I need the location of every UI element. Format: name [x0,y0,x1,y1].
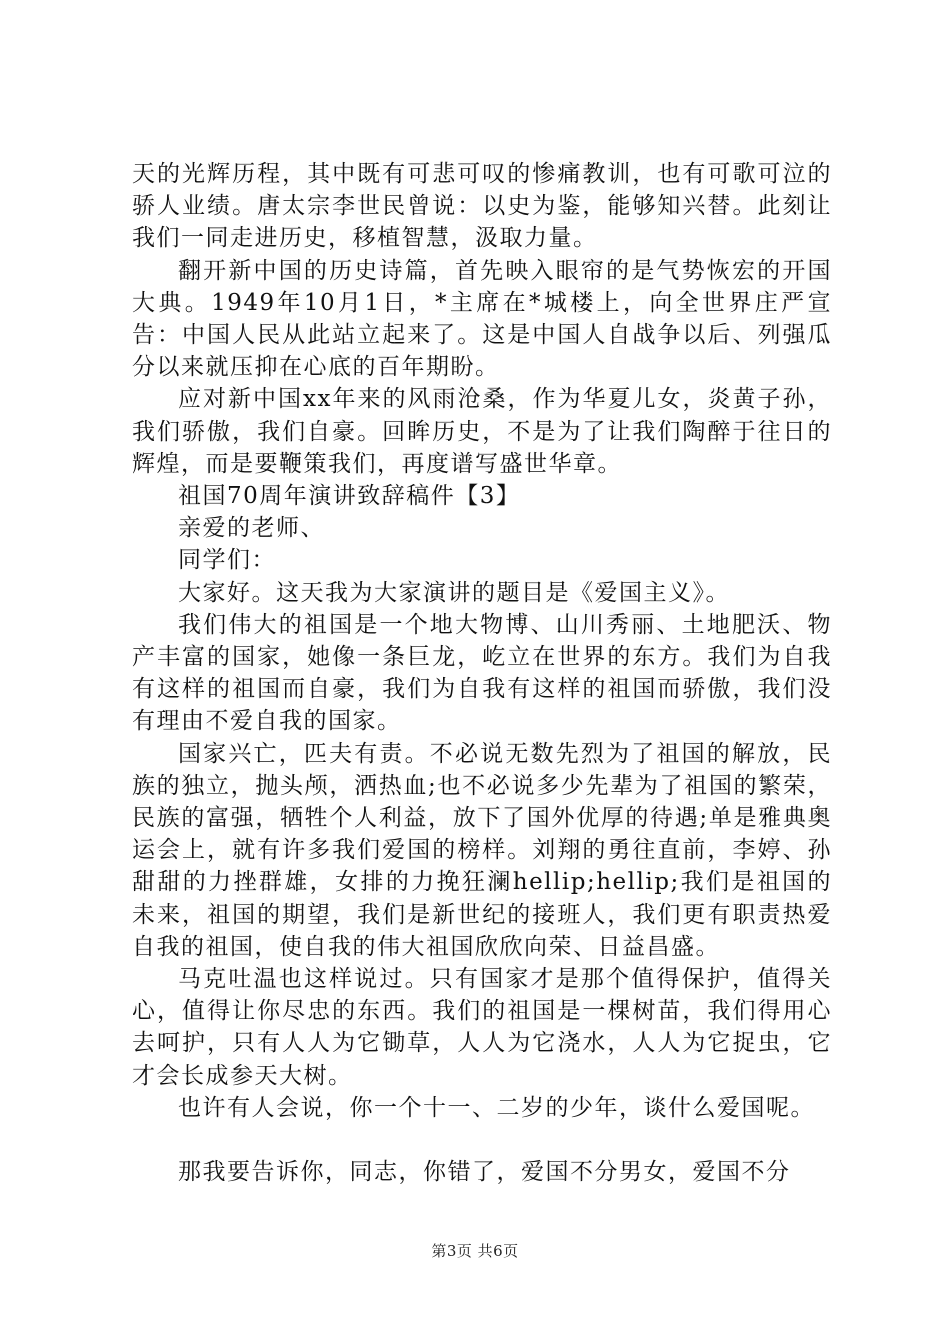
document-body [132,158,832,1188]
paragraph-mark-twain: 马克吐温也这样说过。只有国家才是那个值得保护，值得关心，值得让你尽忠的东西。我们的祖国是一棵树苗，我们得用心去呵护，只有人人为它锄草，人人为它浇水，人人为它捉虫，它才会长成参天大树。 [132,966,832,1089]
paragraph-great-motherland: 我们伟大的祖国是一个地大物博、山川秀丽、土地肥沃、物产丰富的国家，她像一条巨龙，屹立在世界的东方。我们为自我有这样的祖国而自豪，我们为自我有这样的祖国而骄傲，我们没有理由不爱自我的国家。 [132,611,832,735]
paragraph-youth: 也许有人会说，你一个十一、二岁的少年，谈什么爱国呢。 [178,1094,815,1121]
paragraph-reply: 那我要告诉你，同志，你错了，爱国不分男女，爱国不分 [178,1159,791,1186]
salutation-teachers: 亲爱的老师、 [178,515,325,542]
paragraph-gap [132,1124,832,1156]
speech-title: 祖国70周年演讲致辞稿件【3】 [178,483,521,510]
paragraph-founding-ceremony: 翻开新中国的历史诗篇，首先映入眼帘的是气势恢宏的开国大典。1949年10月1日，*主席在*城楼上，向全世界庄严宣告：中国人民从此站立起来了。这是中国人自战争以后、列强瓜分以来就压抑在心底的百年期盼。 [132,257,832,381]
paragraph-history-reflection: 应对新中国xx年来的风雨沧桑，作为华夏儿女，炎黄子孙，我们骄傲，我们自豪。回眸历史，不是为了让我们陶醉于往日的辉煌，而是要鞭策我们，再度谱写盛世华章。 [132,386,832,477]
salutation-students: 同学们： [178,547,276,574]
paragraph-responsibility: 国家兴亡，匹夫有责。不必说无数先烈为了祖国的解放，民族的独立，抛头颅，洒热血;也不必说多少先辈为了祖国的繁荣，民族的富强，牺牲个人利益，放下了国外优厚的待遇;单是雅典奥运会上，就有许多我们爱国的榜样。刘翔的勇往直前，李婷、孙甜甜的力挫群雄，女排的力挽狂澜hellip;hellip;我们是祖国的未来，祖国的期望，我们是新世纪的接班人，我们更有职责热爱自我的祖国，使自我的伟大祖国欣欣向荣、日益昌盛。 [132,740,832,960]
page-footer: 第3页 共6页 [431,1242,519,1260]
paragraph-continuation: 天的光辉历程，其中既有可悲可叹的惨痛教训，也有可歌可泣的骄人业绩。唐太宗李世民曾说：以史为鉴，能够知兴替。此刻让我们一同走进历史，移植智慧，汲取力量。 [132,161,832,252]
paragraph-greeting: 大家好。这天我为大家演讲的题目是《爱国主义》。 [178,579,730,606]
